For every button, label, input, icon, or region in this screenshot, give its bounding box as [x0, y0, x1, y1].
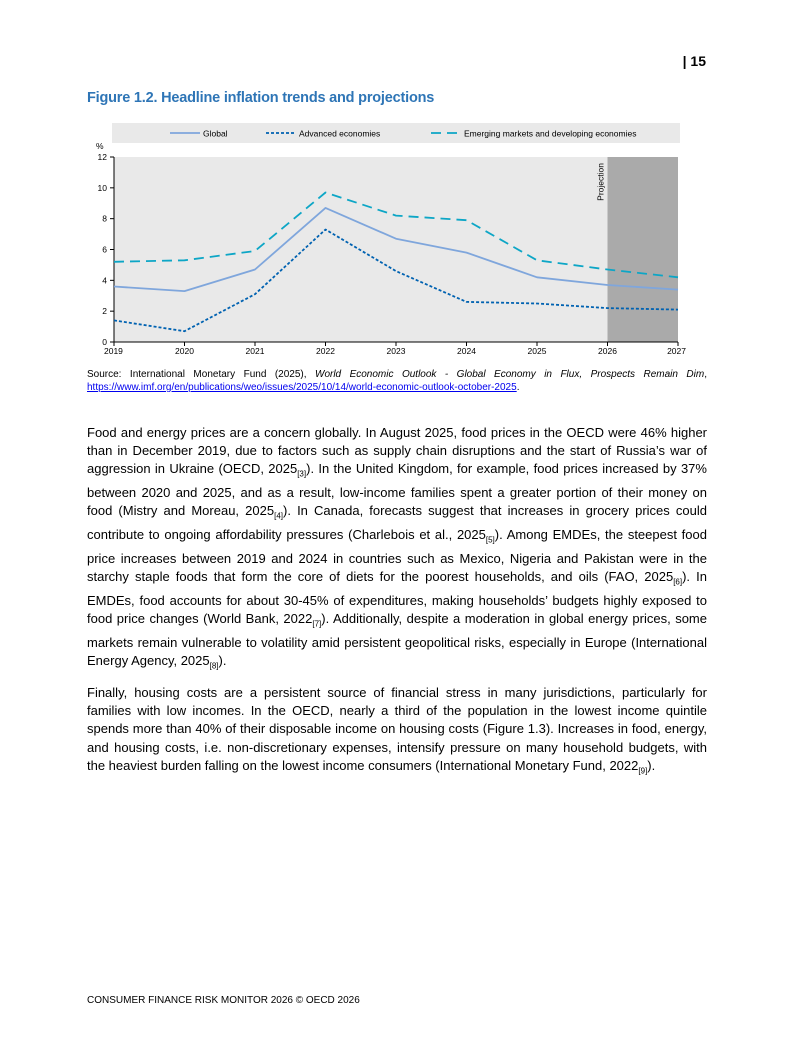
source-prefix: Source: International Monetary Fund (2025), [87, 369, 315, 380]
x-tick-label: 2027 [667, 346, 686, 356]
y-tick-label: 0 [102, 337, 107, 347]
source-end: . [516, 382, 520, 393]
citation-reference: [6] [673, 577, 683, 587]
x-tick-label: 2021 [245, 346, 265, 356]
plot-background [114, 157, 678, 342]
legend-label-3: Emerging markets and developing economies [464, 128, 637, 139]
legend-label-2: Advanced economies [299, 128, 381, 139]
x-tick-label: 2020 [175, 346, 194, 356]
y-axis-label: % [96, 141, 104, 151]
y-tick-label: 12 [97, 152, 107, 162]
x-tick-label: 2024 [457, 346, 476, 356]
paragraph-text: ). In EMDEs, food accounts for about 30-45% of expenditures, making households’ budgets highly exposed to food price changes (World Bank, 2022 [87, 569, 707, 627]
paragraph-text: Food and energy prices are a concern globally. In August 2025, food prices in the OECD were 46% higher than in December 2019, due to factors such as supply chain disruptions and the start of Russia’s war of aggression in Ukraine (OECD, 2025 [87, 425, 707, 477]
x-tick-label: 2022 [316, 346, 335, 356]
paragraph-text: ). [647, 757, 656, 773]
paragraph-text: ). Among EMDEs, the steepest food price increases between 2019 and 2024 in countries such as Mexico, Nigeria and Pakistan were in the starchy staple foods that form the core of diets for the poorest households, and oils (FAO, 2025 [87, 527, 707, 585]
citation-reference: [7] [312, 619, 322, 629]
page-footer: CONSUMER FINANCE RISK MONITOR 2026 © OECD 2026 [87, 995, 360, 1006]
y-tick-label: 2 [102, 306, 107, 317]
inflation-chart [86, 120, 686, 360]
source-title: World Economic Outlook - Global Economy in Flux, Prospects Remain Dim [315, 369, 705, 380]
x-tick-label: 2026 [598, 346, 617, 356]
projection-label: Projection [595, 163, 606, 201]
y-tick-label: 10 [97, 182, 107, 193]
paragraph-text: ). [218, 653, 227, 669]
figure-source [87, 368, 707, 394]
paragraph-text: Finally, housing costs are a persistent source of financial stress in many jurisdictions, particularly for families with low incomes. In the OECD, nearly a third of the population in the lowest income quintile spends more than 40% of their disposable income on housing costs (Figure 1.3). Increases in food, energy, and housing costs, i.e. non-discretionary expenses, intensify pressure on many household budgets, with the heaviest burden falling on the lowest income consumers (International Monetary Fund, 2022 [87, 685, 707, 773]
legend-label-1: Global [203, 128, 228, 139]
x-tick-label: 2023 [386, 346, 406, 356]
citation-reference: [5] [485, 535, 495, 545]
x-tick-label: 2019 [104, 346, 123, 356]
paragraph-food-energy [87, 424, 707, 676]
x-tick-label: 2025 [527, 346, 547, 356]
paragraph-text: ). In the United Kingdom, for example, food prices increased by 37% between 2020 and 2025, and as a result, low-income families spent a greater portion of their money on food (Mistry and Moreau, 2025 [87, 461, 707, 519]
citation-reference: [9] [638, 766, 648, 776]
body-text [87, 424, 707, 789]
y-tick-label: 4 [102, 275, 107, 286]
citation-reference: [4] [274, 512, 283, 521]
paragraph-text: ). Additionally, despite a moderation in global energy prices, some markets remain vulnerable to volatility amid persistent geopolitical risks, especially in Europe (International Energy Agency, 2025 [87, 611, 707, 669]
paragraph-housing [87, 684, 707, 781]
chart-svg [86, 120, 686, 360]
projection-area [608, 157, 679, 342]
source-suffix: , [704, 369, 707, 380]
figure-title: Figure 1.2. Headline inflation trends and projections [87, 90, 435, 106]
page-number: | 15 [682, 53, 706, 69]
paragraph-text: ). In Canada, forecasts suggest that increases in grocery prices could contribute to ongoing affordability pressures (Charlebois et al., 2025 [87, 503, 707, 543]
y-tick-label: 8 [102, 213, 107, 224]
citation-reference: [8] [209, 661, 219, 671]
source-link[interactable]: https://www.imf.org/en/publications/weo/issues/2025/10/14/world-economic-outlook-october-2025 [87, 382, 517, 393]
y-tick-label: 6 [102, 244, 107, 255]
citation-reference: [3] [297, 470, 307, 479]
